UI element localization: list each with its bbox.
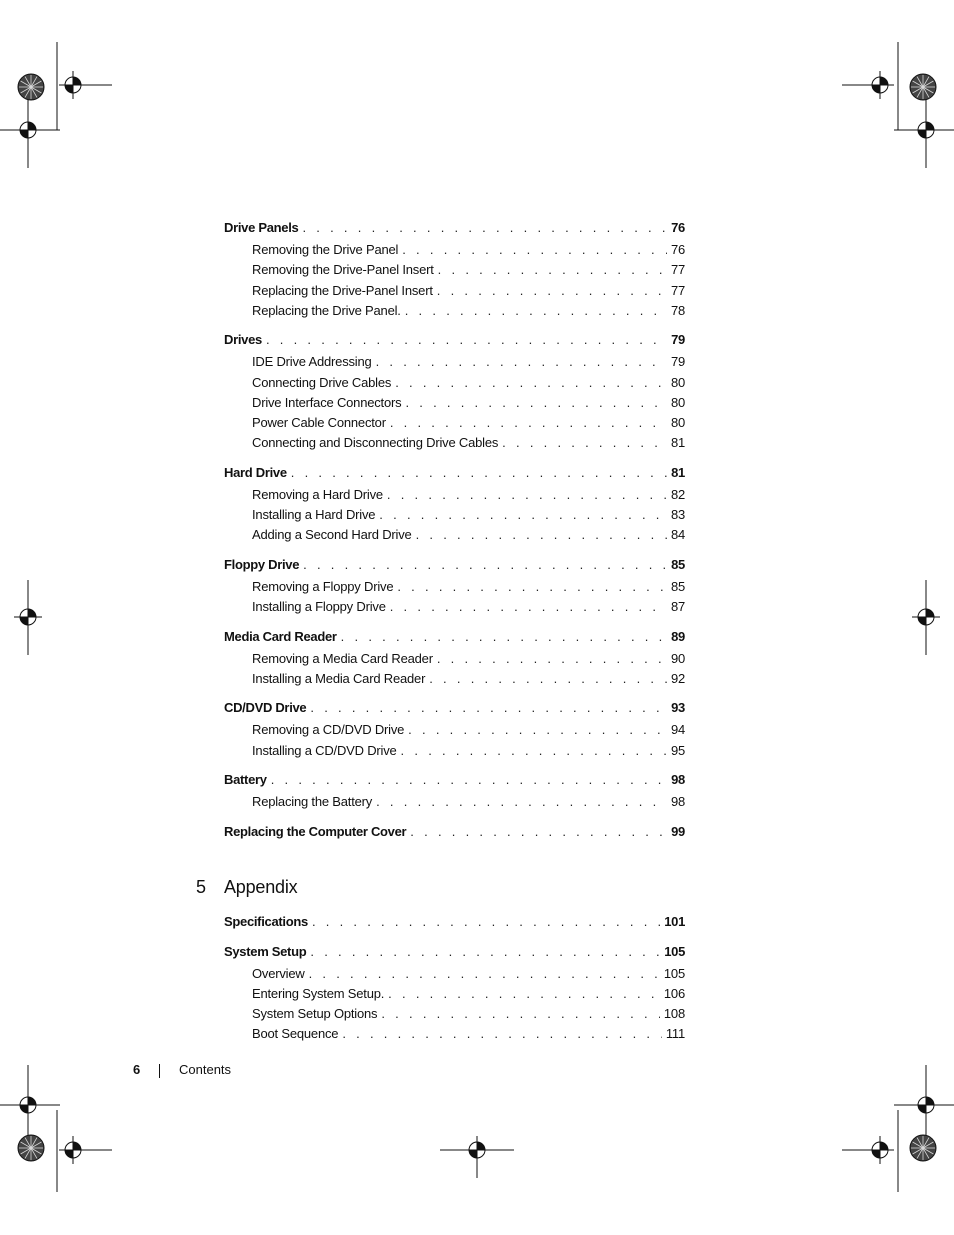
- toc-subsection-entry: [252, 599, 685, 614]
- dot-leader: [401, 743, 667, 758]
- toc-subsection-entry: [252, 794, 685, 809]
- toc-entry-title: IDE Drive Addressing: [252, 354, 372, 369]
- toc-entry-page: 98: [671, 772, 685, 787]
- toc-subsection-entry: [252, 1026, 685, 1041]
- dot-leader: [408, 722, 667, 737]
- toc-entry-page: 79: [671, 332, 685, 347]
- dot-leader: [390, 415, 667, 430]
- toc-entry-page: 81: [670, 435, 685, 450]
- toc-entry-page: 81: [671, 465, 685, 480]
- toc-subsection-entry: [252, 986, 685, 1001]
- toc-section-entry: [224, 700, 685, 715]
- dot-leader: [341, 629, 667, 644]
- toc-subsection-entry: [252, 966, 685, 981]
- toc-entry-title: Drive Interface Connectors: [252, 395, 402, 410]
- dot-leader: [437, 651, 667, 666]
- dot-leader: [437, 283, 667, 298]
- toc-subsection-entry: [252, 375, 685, 390]
- dot-leader: [410, 824, 667, 839]
- toc-subsection-entry: [252, 283, 685, 298]
- toc-entry-page: 108: [663, 1006, 685, 1021]
- toc-section-entry: [224, 220, 685, 235]
- dot-leader: [291, 465, 667, 480]
- toc-subsection-entry: [252, 743, 685, 758]
- toc-section-entry: [224, 465, 685, 480]
- toc-entry-title: Connecting Drive Cables: [252, 375, 392, 390]
- dot-leader: [312, 914, 660, 929]
- dot-leader: [416, 527, 667, 542]
- toc-entry-page: 99: [671, 824, 685, 839]
- dot-leader: [502, 435, 667, 450]
- toc-entry-title: Entering System Setup.: [252, 986, 385, 1001]
- toc-subsection-entry: [252, 1006, 685, 1021]
- toc-entry-title: Installing a Hard Drive: [252, 507, 376, 522]
- toc-entry-page: 101: [664, 914, 685, 929]
- dot-leader: [310, 944, 660, 959]
- toc-subsection-entry: [252, 354, 685, 369]
- toc-entry-page: 111: [665, 1026, 685, 1041]
- toc-subsection-entry: [252, 671, 685, 686]
- dot-leader: [381, 1006, 660, 1021]
- footer-section-label: Contents: [179, 1062, 232, 1077]
- dot-leader: [438, 262, 667, 277]
- toc-entry-title: Replacing the Battery: [252, 794, 373, 809]
- dot-leader: [405, 395, 667, 410]
- toc-section-entry: [224, 772, 685, 787]
- footer-divider: [159, 1064, 160, 1078]
- dot-leader: [379, 507, 667, 522]
- dot-leader: [376, 354, 667, 369]
- toc-subsection-entry: [252, 415, 685, 430]
- dot-leader: [390, 599, 667, 614]
- toc-subsection-entry: [252, 487, 685, 502]
- toc-entry-page: 94: [670, 722, 685, 737]
- toc-section-entry: [224, 914, 685, 929]
- toc-entry-title: Battery: [224, 772, 267, 787]
- toc-subsection-entry: [252, 242, 685, 257]
- toc-section-entry: [224, 557, 685, 572]
- toc-entry-title: Replacing the Computer Cover: [224, 824, 407, 839]
- toc-entry-title: Power Cable Connector: [252, 415, 386, 430]
- chapter-heading: [196, 877, 297, 898]
- toc-entry-title: Media Card Reader: [224, 629, 337, 644]
- toc-entry-page: 89: [671, 629, 685, 644]
- toc-entry-title: Removing a CD/DVD Drive: [252, 722, 405, 737]
- toc-entry-page: 85: [671, 557, 685, 572]
- toc-entry-title: Removing the Drive Panel: [252, 242, 399, 257]
- toc-entry-title: Overview: [252, 966, 305, 981]
- toc-section-entry: [224, 332, 685, 347]
- toc-subsection-entry: [252, 435, 685, 450]
- toc-entry-page: 92: [670, 671, 685, 686]
- toc-entry-page: 90: [670, 651, 685, 666]
- toc-entry-title: Replacing the Drive Panel.: [252, 303, 401, 318]
- chapter-number: 5: [196, 877, 206, 897]
- toc-entry-title: Boot Sequence: [252, 1026, 339, 1041]
- toc-entry-title: System Setup: [224, 944, 307, 959]
- toc-entry-page: 85: [670, 579, 685, 594]
- toc-entry-title: Drives: [224, 332, 262, 347]
- dot-leader: [395, 375, 667, 390]
- dot-leader: [303, 557, 667, 572]
- dot-leader: [266, 332, 667, 347]
- toc-entry-title: CD/DVD Drive: [224, 700, 307, 715]
- toc-entry-title: Installing a Media Card Reader: [252, 671, 426, 686]
- toc-entry-page: 80: [670, 395, 685, 410]
- toc-entry-title: Removing a Floppy Drive: [252, 579, 394, 594]
- chapter-title: Appendix: [224, 877, 298, 897]
- dot-leader: [271, 772, 667, 787]
- toc-entry-page: 98: [670, 794, 685, 809]
- dot-leader: [402, 242, 667, 257]
- toc-subsection-entry: [252, 303, 685, 318]
- toc-subsection-entry: [252, 507, 685, 522]
- toc-entry-page: 79: [670, 354, 685, 369]
- toc-entry-title: Removing the Drive-Panel Insert: [252, 262, 434, 277]
- toc-section-entry: [224, 944, 685, 959]
- toc-entry-title: Specifications: [224, 914, 308, 929]
- dot-leader: [302, 220, 667, 235]
- toc-entry-title: Hard Drive: [224, 465, 287, 480]
- toc-entry-title: Drive Panels: [224, 220, 299, 235]
- toc-entry-title: System Setup Options: [252, 1006, 378, 1021]
- toc-entry-page: 78: [670, 303, 685, 318]
- toc-entry-title: Adding a Second Hard Drive: [252, 527, 412, 542]
- footer-page-number: 6: [133, 1062, 141, 1077]
- toc-entry-title: Connecting and Disconnecting Drive Cables: [252, 435, 499, 450]
- toc-entry-title: Removing a Hard Drive: [252, 487, 383, 502]
- toc-subsection-entry: [252, 651, 685, 666]
- dot-leader: [405, 303, 667, 318]
- toc-entry-page: 93: [671, 700, 685, 715]
- toc-entry-title: Floppy Drive: [224, 557, 300, 572]
- dot-leader: [397, 579, 667, 594]
- dot-leader: [387, 487, 667, 502]
- dot-leader: [376, 794, 667, 809]
- toc-entry-page: 106: [663, 986, 685, 1001]
- toc-subsection-entry: [252, 579, 685, 594]
- toc-entry-title: Removing a Media Card Reader: [252, 651, 433, 666]
- toc-entry-page: 80: [670, 375, 685, 390]
- toc-entry-page: 95: [670, 743, 685, 758]
- toc-entry-page: 82: [670, 487, 685, 502]
- toc-entry-page: 87: [670, 599, 685, 614]
- toc-entry-page: 84: [670, 527, 685, 542]
- dot-leader: [342, 1026, 662, 1041]
- toc-entry-page: 77: [670, 262, 685, 277]
- toc-entry-page: 76: [671, 220, 685, 235]
- dot-leader: [388, 986, 660, 1001]
- toc-subsection-entry: [252, 262, 685, 277]
- toc-subsection-entry: [252, 722, 685, 737]
- toc-entry-page: 77: [670, 283, 685, 298]
- dot-leader: [429, 671, 667, 686]
- toc-entry-title: Replacing the Drive-Panel Insert: [252, 283, 433, 298]
- toc-section-entry: [224, 629, 685, 644]
- toc-entry-page: 105: [663, 966, 685, 981]
- toc-section-entry: [224, 824, 685, 839]
- toc-entry-page: 83: [670, 507, 685, 522]
- toc-entry-page: 105: [664, 944, 685, 959]
- toc-entry-title: Installing a CD/DVD Drive: [252, 743, 397, 758]
- toc-entry-page: 80: [670, 415, 685, 430]
- dot-leader: [310, 700, 667, 715]
- dot-leader: [309, 966, 660, 981]
- toc-entry-title: Installing a Floppy Drive: [252, 599, 386, 614]
- toc-subsection-entry: [252, 527, 685, 542]
- toc-entry-page: 76: [670, 242, 685, 257]
- toc-subsection-entry: [252, 395, 685, 410]
